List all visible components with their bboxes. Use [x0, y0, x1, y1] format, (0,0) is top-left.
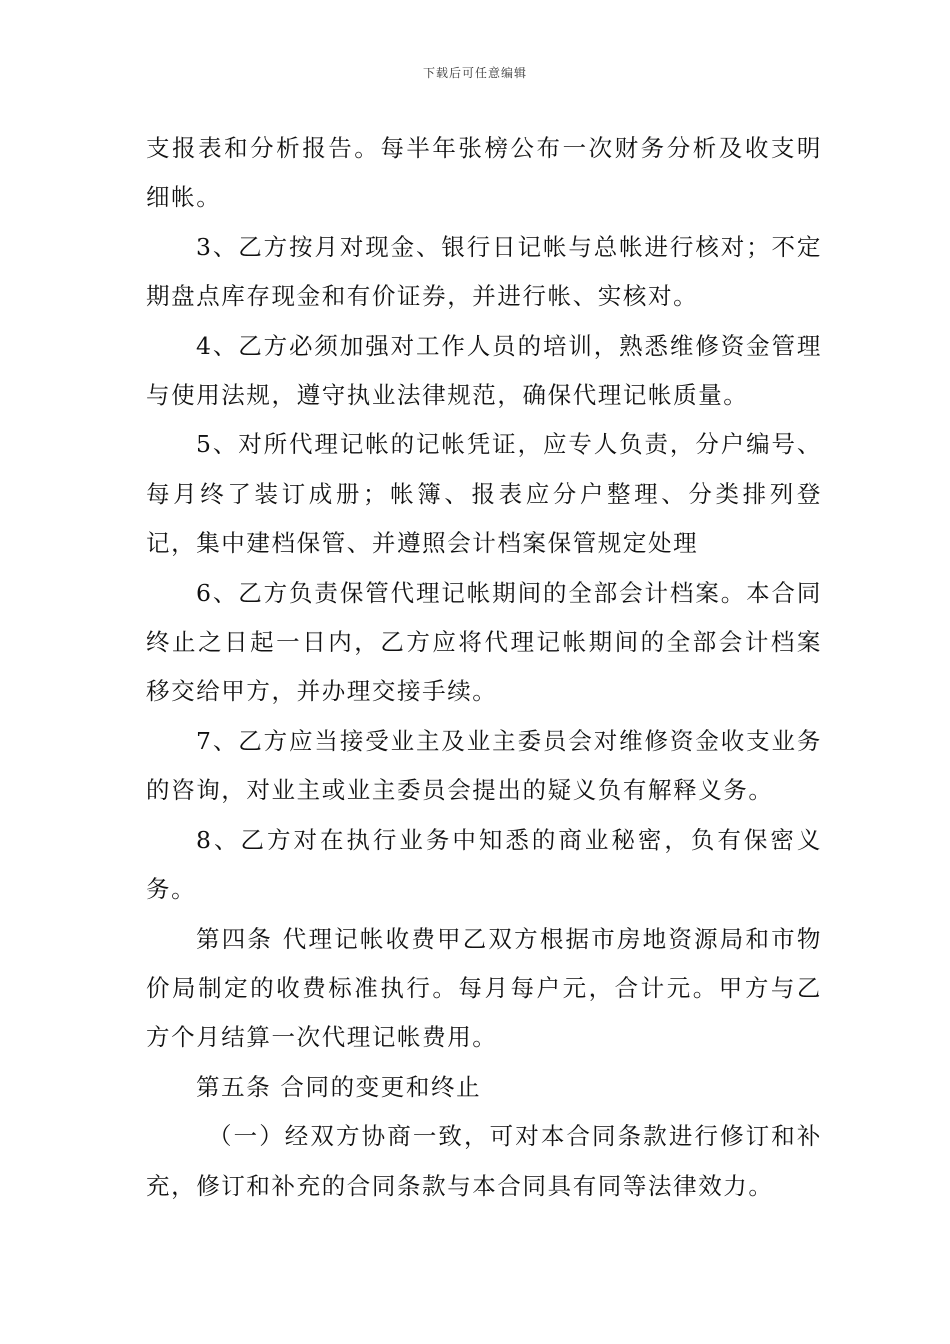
paragraph-item-4: 4、乙方必须加强对工作人员的培训，熟悉维修资金管理与使用法规，遵守执业法律规范，确保代理记帐质量。 — [146, 331, 822, 410]
paragraph-item-6: 6、乙方负责保管代理记帐期间的全部会计档案。本合同终止之日起一日内，乙方应将代理记帐期间的全部会计档案移交给甲方，并办理交接手续。 — [146, 578, 822, 706]
paragraph-item-3: 3、乙方按月对现金、银行日记帐与总帐进行核对；不定期盘点库存现金和有价证券，并进行帐、实核对。 — [146, 232, 822, 311]
page-header: 下载后可任意编辑 — [422, 66, 527, 80]
paragraph-article-5-heading: 第五条 合同的变更和终止 — [196, 1072, 482, 1101]
paragraph-item-7: 7、乙方应当接受业主及业主委员会对维修资金收支业务的咨询，对业主或业主委员会提出的疑义负有解释义务。 — [146, 726, 822, 805]
paragraph-continuation: 支报表和分析报告。每半年张榜公布一次财务分析及收支明细帐。 — [146, 134, 822, 212]
document-body — [146, 124, 822, 1211]
paragraph-item-5: 5、对所代理记帐的记帐凭证，应专人负责，分户编号、每月终了装订成册；帐簿、报表应分户整理、分类排列登记，集中建档保管、并遵照会计档案保管规定处理 — [146, 430, 822, 558]
paragraph-clause-1: （一）经双方协商一致，可对本合同条款进行修订和补充，修订和补充的合同条款与本合同具有同等法律效力。 — [146, 1122, 822, 1200]
paragraph-item-8: 8、乙方对在执行业务中知悉的商业秘密，负有保密义务。 — [146, 825, 822, 904]
paragraph-article-4: 第四条 代理记帐收费甲乙双方根据市房地资源局和市物价局制定的收费标准执行。每月每户元，合计元。甲方与乙方个月结算一次代理记帐费用。 — [146, 924, 822, 1052]
